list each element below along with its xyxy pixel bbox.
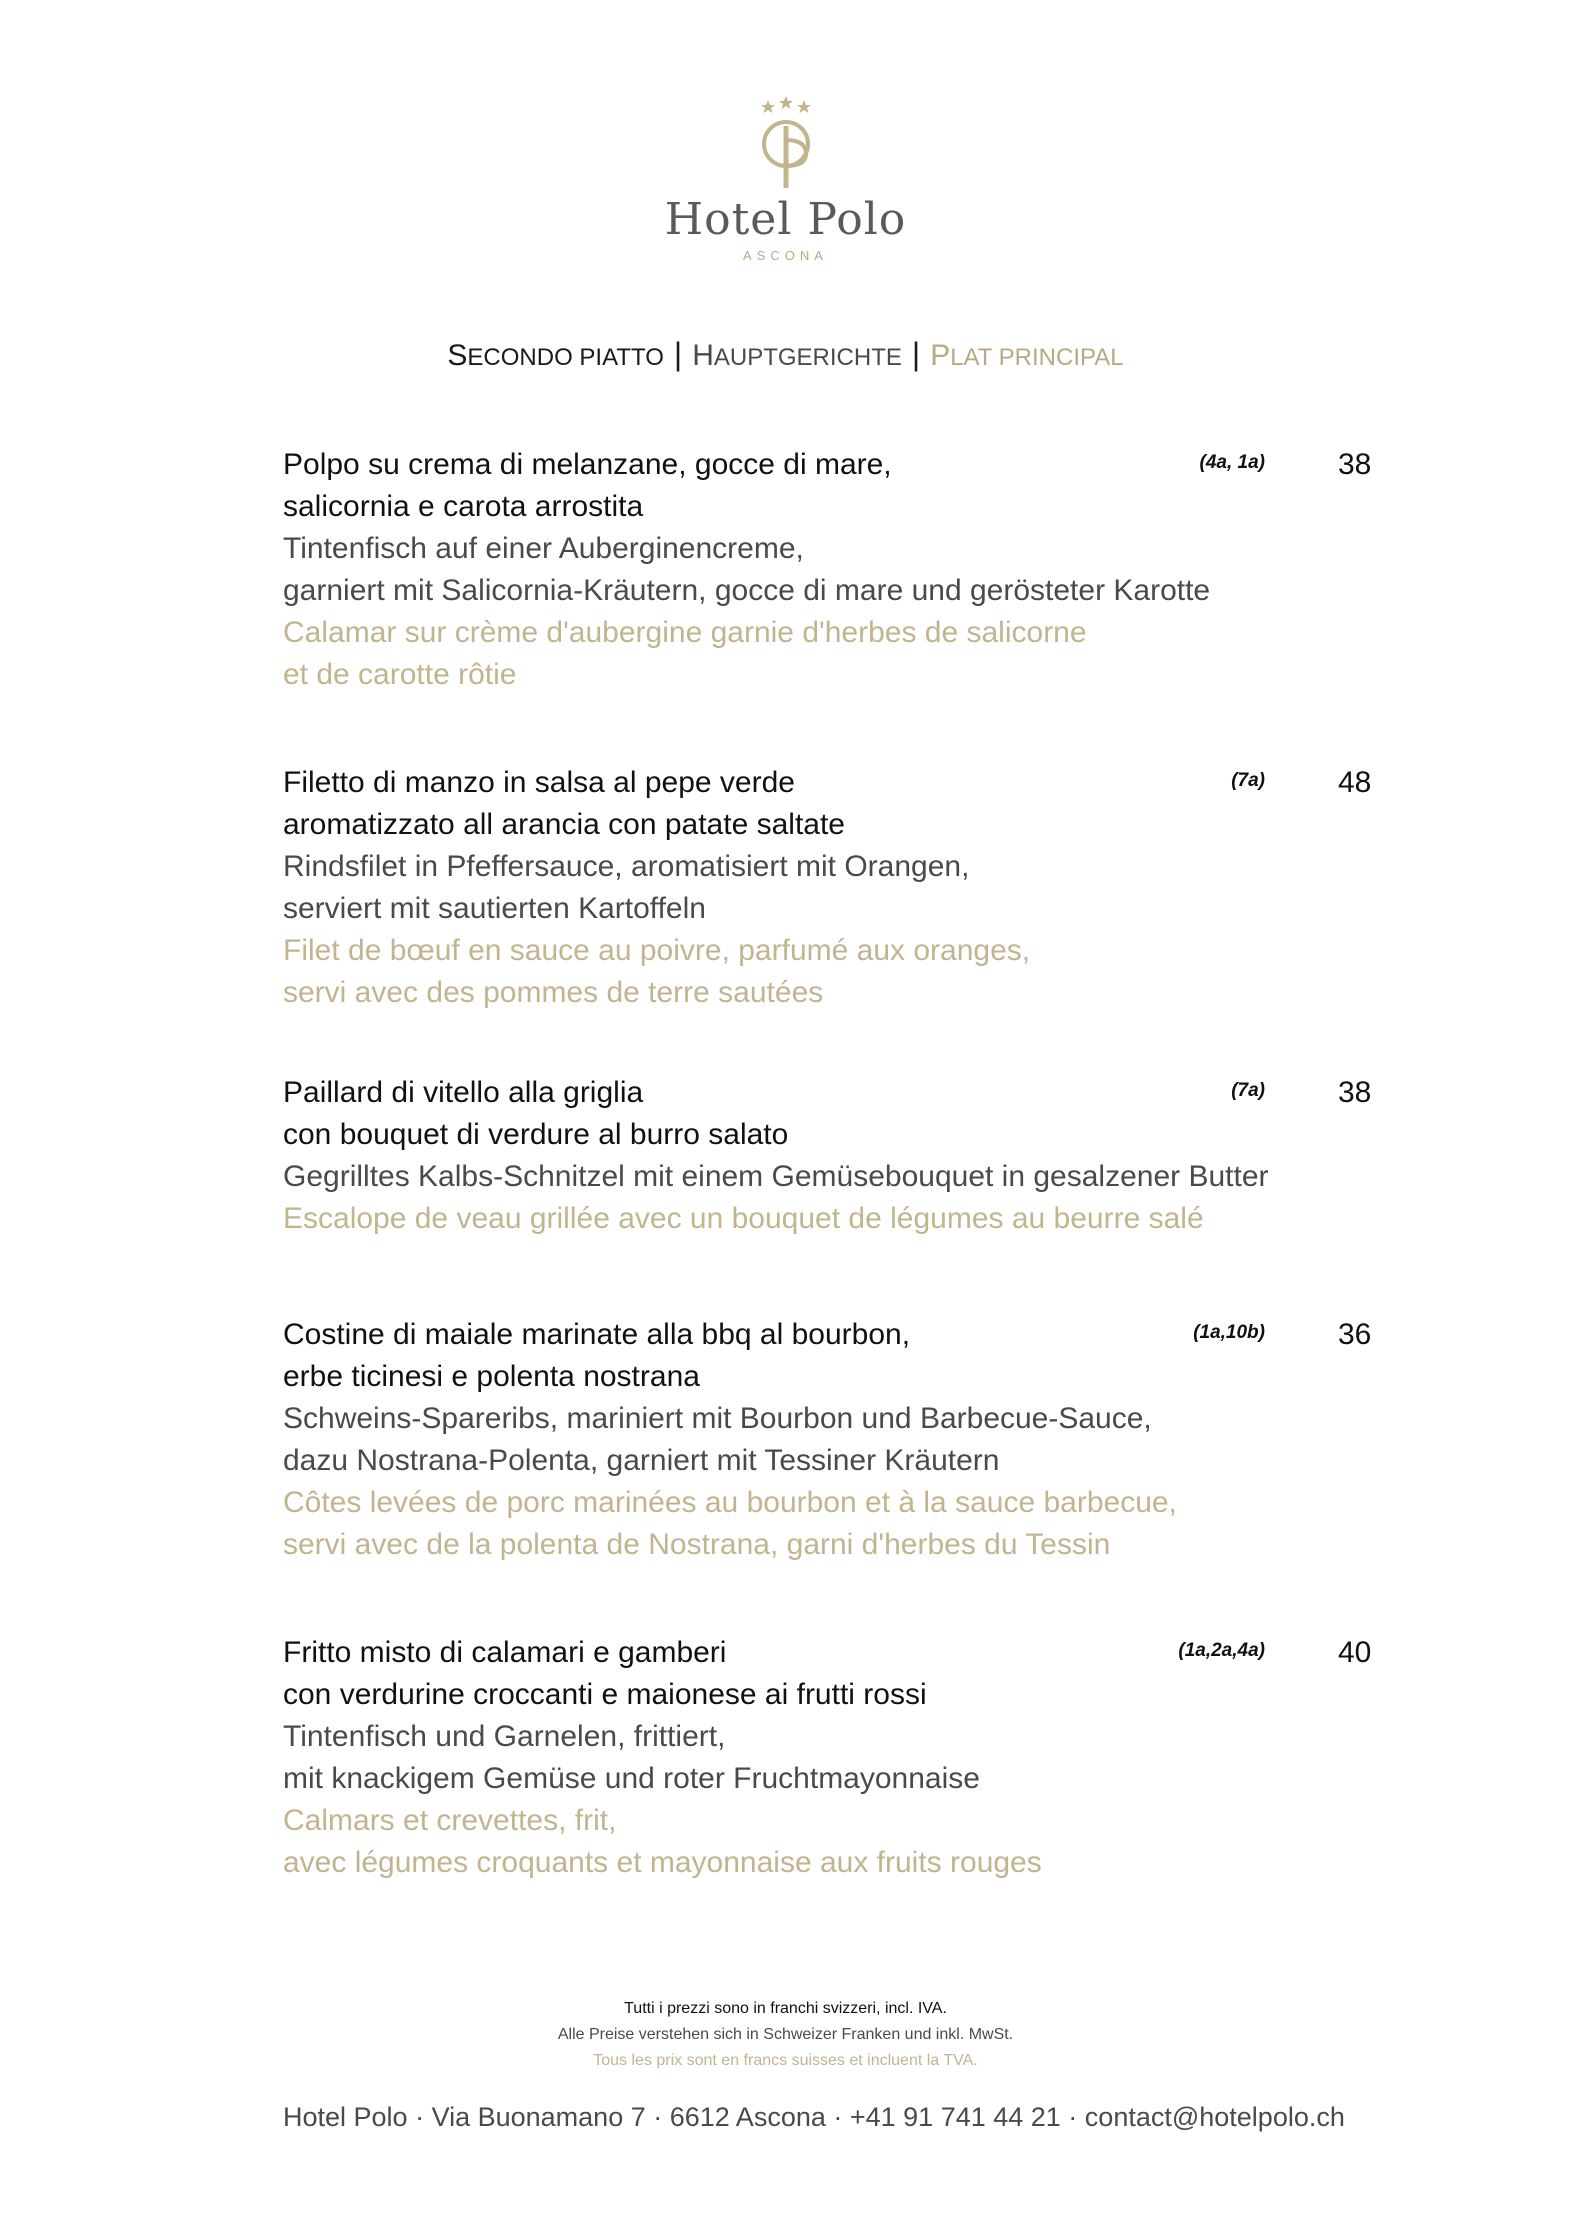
allergen-codes: (7a) xyxy=(1231,770,1265,791)
dish-name-german: mit knackigem Gemüse und roter Fruchtmayonnaise xyxy=(283,1762,980,1795)
dish-name-italian: Costine di maiale marinate alla bbq al bourbon, xyxy=(283,1318,911,1351)
price: 40 xyxy=(1338,1636,1372,1669)
dish-name-italian: aromatizzato all arancia con patate saltate xyxy=(283,808,845,841)
heading-separator: | xyxy=(911,336,921,372)
dish-name-italian: Filetto di manzo in salsa al pepe verde xyxy=(283,766,795,799)
dish-name-italian: salicornia e carota arrostita xyxy=(283,490,644,523)
price-note-french: Tous les prix sont en francs suisses et incluent la TVA. xyxy=(593,2052,978,2069)
dish-name-german: garniert mit Salicornia-Kräutern, gocce di mare und gerösteter Karotte xyxy=(283,574,1211,607)
dish-name-italian: Polpo su crema di melanzane, gocce di mare, xyxy=(283,448,892,481)
allergen-codes: (1a,10b) xyxy=(1193,1322,1265,1343)
dish-name-german: Schweins-Spareribs, mariniert mit Bourbon und Barbecue-Sauce, xyxy=(283,1402,1152,1435)
heading-separator: | xyxy=(673,336,683,372)
menu-item xyxy=(283,1072,1383,1240)
dish-name-french: Calmars et crevettes, frit, xyxy=(283,1804,617,1837)
dish-name-french: Côtes levées de porc marinées au bourbon et à la sauce barbecue, xyxy=(283,1486,1177,1519)
dish-name-french: Escalope de veau grillée avec un bouquet de légumes au beurre salé xyxy=(283,1202,1204,1235)
dish-name-french: servi avec des pommes de terre sautées xyxy=(283,976,824,1009)
price: 38 xyxy=(1338,448,1372,481)
allergen-codes: (1a,2a,4a) xyxy=(1178,1640,1265,1661)
dish-name-italian: con bouquet di verdure al burro salato xyxy=(283,1118,789,1151)
contact-footer: Hotel Polo · Via Buonamano 7 · 6612 Ascona · +41 91 741 44 21 · contact@hotelpolo.ch xyxy=(283,2102,1345,2132)
dish-name-french: Calamar sur crème d'aubergine garnie d'herbes de salicorne xyxy=(283,616,1087,649)
heading-italian: SECONDO PIATTO xyxy=(447,339,664,372)
price-note-italian: Tutti i prezzi sono in franchi svizzeri, incl. IVA. xyxy=(624,2000,947,2017)
dish-name-italian: erbe ticinesi e polenta nostrana xyxy=(283,1360,700,1393)
dish-name-german: Rindsfilet in Pfeffersauce, aromatisiert mit Orangen, xyxy=(283,850,970,883)
price-notes xyxy=(0,1996,1571,2074)
price: 48 xyxy=(1338,766,1372,799)
dish-name-french: Filet de bœuf en sauce au poivre, parfumé aux oranges, xyxy=(283,934,1031,967)
allergen-codes: (4a, 1a) xyxy=(1199,452,1265,473)
dish-name-german: serviert mit sautierten Kartoffeln xyxy=(283,892,706,925)
dish-name-italian: con verdurine croccanti e maionese ai frutti rossi xyxy=(283,1678,927,1711)
dish-name-italian: Paillard di vitello alla griglia xyxy=(283,1076,644,1109)
price: 36 xyxy=(1338,1318,1372,1351)
dish-name-german: Tintenfisch und Garnelen, frittiert, xyxy=(283,1720,726,1753)
dish-name-french: avec légumes croquants et mayonnaise aux fruits rouges xyxy=(283,1846,1042,1879)
dish-name-french: et de carotte rôtie xyxy=(283,658,517,691)
dish-name-german: Tintenfisch auf einer Auberginencreme, xyxy=(283,532,804,565)
logo-location: ASCONA xyxy=(743,248,828,263)
hotel-logo xyxy=(0,92,1571,263)
price: 38 xyxy=(1338,1076,1372,1109)
logo-name: Hotel Polo xyxy=(664,194,907,245)
menu-item xyxy=(283,762,1383,1014)
menu-item xyxy=(283,1314,1383,1566)
page-title xyxy=(0,338,1571,371)
heading-french: PLAT PRINCIPAL xyxy=(930,339,1124,372)
allergen-codes: (7a) xyxy=(1231,1080,1265,1101)
dish-name-italian: Fritto misto di calamari e gamberi xyxy=(283,1636,727,1669)
dish-name-french: servi avec de la polenta de Nostrana, garni d'herbes du Tessin xyxy=(283,1528,1111,1561)
heading-german: HAUPTGERICHTE xyxy=(692,339,902,372)
hotel-polo-monogram-icon xyxy=(751,92,821,192)
menu-item xyxy=(283,1632,1383,1884)
menu-item xyxy=(283,444,1383,696)
price-note-german: Alle Preise verstehen sich in Schweizer Franken und inkl. MwSt. xyxy=(557,2026,1014,2043)
dish-name-german: dazu Nostrana-Polenta, garniert mit Tessiner Kräutern xyxy=(283,1444,1000,1477)
dish-name-german: Gegrilltes Kalbs-Schnitzel mit einem Gemüsebouquet in gesalzener Butter xyxy=(283,1160,1269,1193)
